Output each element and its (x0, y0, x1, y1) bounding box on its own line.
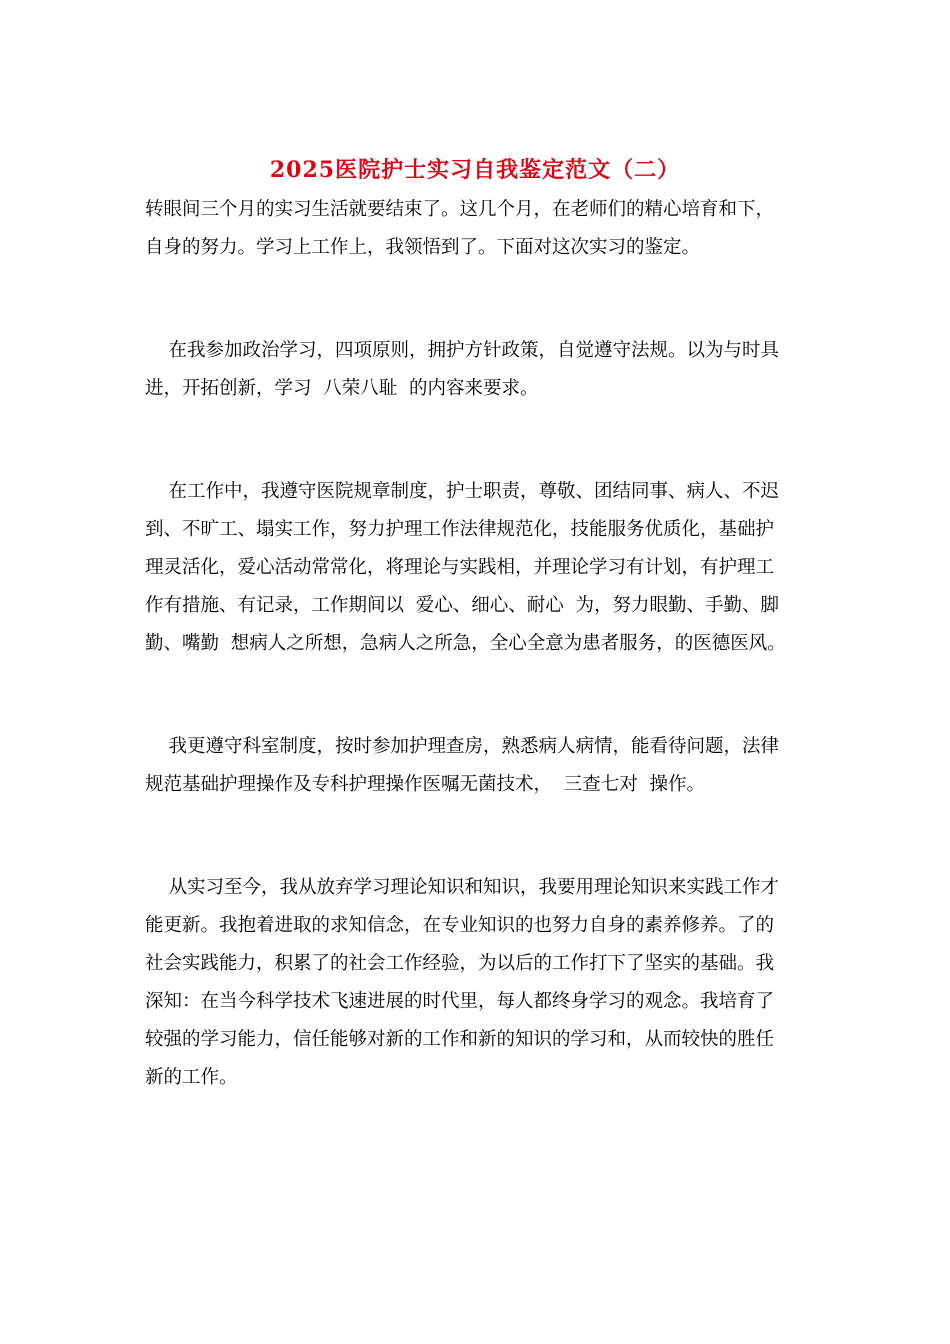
paragraph-3-line-3: 理灵活化，爱心活动常常化，将理论与实践相，并理论学习有计划，有护理工 (145, 557, 775, 578)
paragraph-2-line-2: 进，开拓创新，学习 八荣八耻 的内容来要求。 (145, 378, 539, 399)
document-title: 2025医院护士实习自我鉴定范文（二） (269, 157, 681, 183)
paragraph-5-line-1: 从实习至今，我从放弃学习理论知识和知识，我要用理论知识来实践工作才 (145, 877, 780, 898)
paragraph-2-line-1: 在我参加政治学习，四项原则，拥护方针政策，自觉遵守法规。以为与时具 (145, 340, 780, 361)
paragraph-5-line-5: 较强的学习能力，信任能够对新的工作和新的知识的学习和，从而较快的胜任 (145, 1029, 775, 1050)
paragraph-4-line-1: 我更遵守科室制度，按时参加护理查房，熟悉病人病情，能看待问题，法律 (145, 736, 780, 757)
paragraph-3-line-1: 在工作中，我遵守医院规章制度，护士职责，尊敬、团结同事、病人、不迟 (145, 481, 780, 502)
paragraph-4-line-2: 规范基础护理操作及专科护理操作医嘱无菌技术， 三查七对 操作。 (145, 774, 706, 795)
paragraph-1-line-1: 转眼间三个月的实习生活就要结束了。这几个月，在老师们的精心培育和下， (145, 199, 775, 220)
paragraph-3-line-2: 到、不旷工、塌实工作，努力护理工作法律规范化，技能服务优质化，基础护 (145, 519, 775, 540)
paragraph-1-line-2: 自身的努力。学习上工作上，我领悟到了。下面对这次实习的鉴定。 (145, 237, 701, 258)
paragraph-5-line-6: 新的工作。 (145, 1067, 238, 1088)
paragraph-3-line-5: 勤、嘴勤 想病人之所想，急病人之所急，全心全意为患者服务，的医德医风。 (145, 633, 786, 654)
paragraph-5-line-2: 能更新。我抱着进取的求知信念，在专业知识的也努力自身的素养修养。了的 (145, 915, 775, 936)
paragraph-3-line-4: 作有措施、有记录，工作期间以 爱心、细心、耐心 为，努力眼勤、手勤、脚 (145, 595, 780, 616)
paragraph-5-line-3: 社会实践能力，积累了的社会工作经验，为以后的工作打下了坚实的基础。我 (145, 953, 775, 974)
paragraph-5-line-4: 深知：在当今科学技术飞速进展的时代里，每人都终身学习的观念。我培育了 (145, 991, 775, 1012)
